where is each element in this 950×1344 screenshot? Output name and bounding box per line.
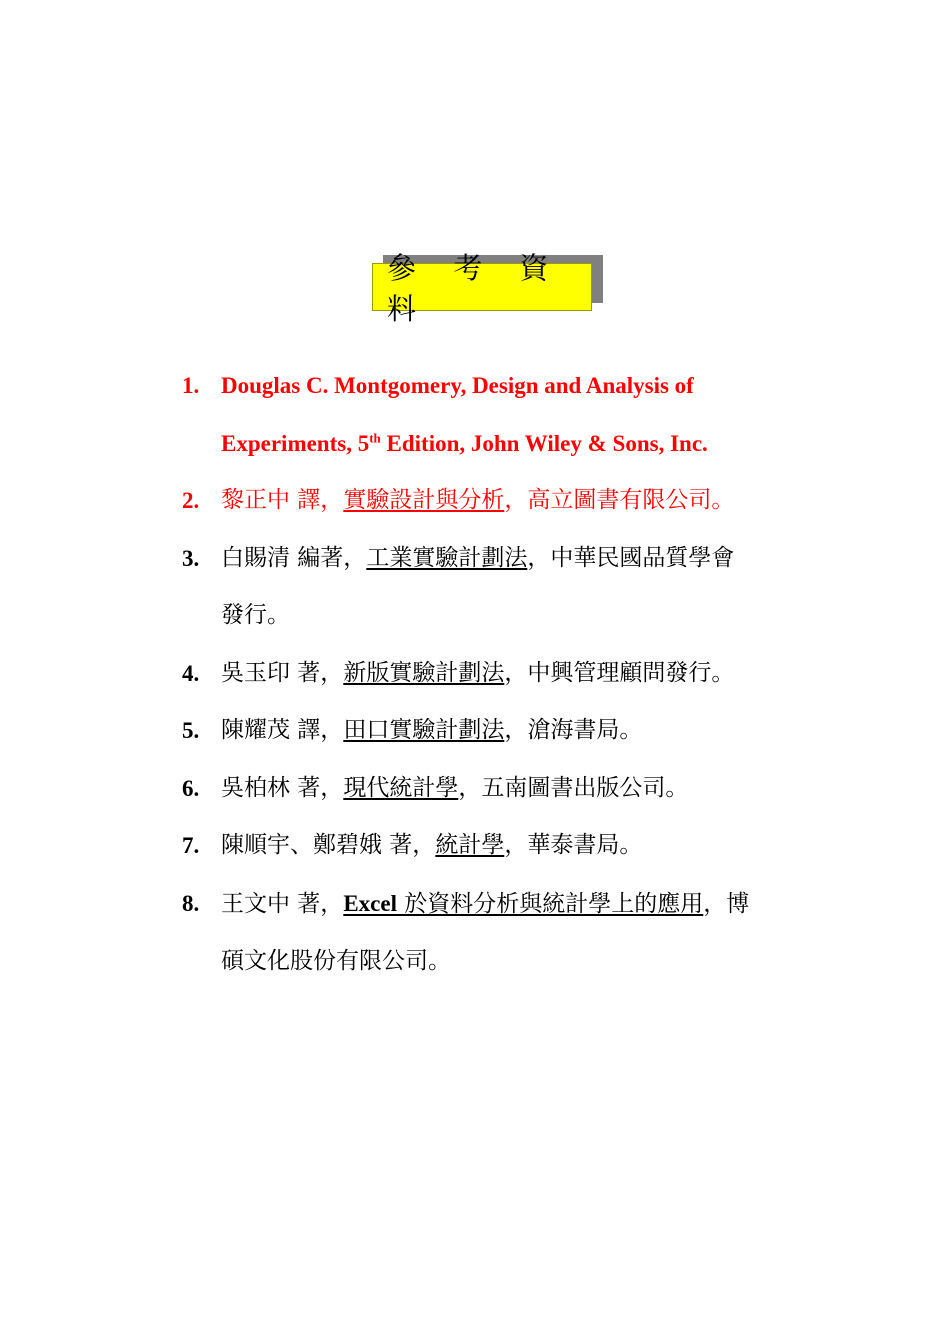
reference-author: 吳玉印 著，: [221, 659, 344, 686]
reference-book-title: 田口實驗計劃法: [343, 717, 505, 743]
reference-number: 1.: [182, 373, 200, 398]
reference-publisher: ，博: [703, 890, 750, 917]
reference-item-2: [182, 472, 807, 530]
page-title: 參 考 資 料: [372, 263, 592, 311]
reference-book-title: 現代統計學: [343, 774, 459, 801]
reference-author: 黎正中 譯，: [221, 487, 344, 513]
reference-number: 3.: [182, 545, 200, 571]
reference-publisher: ，華泰書局。: [504, 832, 643, 858]
reference-item-6: [182, 760, 807, 818]
reference-number: 2.: [182, 488, 200, 513]
reference-author: 陳順宇、鄭碧娥 著，: [221, 832, 436, 858]
reference-number: 6.: [182, 775, 200, 801]
reference-book-title: 統計學: [435, 832, 505, 858]
reference-author: 王文中 著，: [221, 890, 344, 917]
reference-book-title: 實驗設計與分析: [343, 487, 505, 513]
reference-number: 8.: [182, 890, 200, 916]
reference-number: 7.: [182, 833, 200, 858]
reference-number: 5.: [182, 718, 200, 743]
reference-1-line-2: Experiments, 5th Edition, John Wiley & Sons, Inc.: [221, 429, 708, 456]
reference-1-line-1: Douglas C. Montgomery, Design and Analysis of: [221, 373, 694, 398]
reference-publisher: ，五南圖書出版公司。: [458, 774, 689, 801]
reference-book-title: 新版實驗計劃法: [343, 659, 505, 686]
reference-book-title: 工業實驗計劃法: [366, 544, 528, 571]
reference-publisher: ，滄海書局。: [504, 717, 643, 743]
reference-publisher: ，中興管理顧問發行。: [504, 659, 735, 686]
reference-item-5: [182, 702, 807, 760]
reference-publisher-cont: 發行。: [221, 602, 290, 628]
reference-book-title: Excel 於資料分析與統計學上的應用: [343, 890, 704, 917]
reference-author: 陳耀茂 譯，: [221, 717, 344, 743]
reference-number: 4.: [182, 660, 200, 686]
reference-item-7: [182, 817, 807, 875]
reference-item-8: [182, 875, 807, 991]
title-banner: [372, 251, 604, 326]
reference-publisher-cont: 碩文化股份有限公司。: [221, 948, 451, 974]
reference-item-4: [182, 645, 807, 703]
reference-author: 白賜清 編著，: [221, 544, 367, 571]
reference-list: [182, 357, 807, 991]
reference-author: 吳柏林 著，: [221, 774, 344, 801]
reference-item-3: [182, 530, 807, 645]
reference-item-1: [182, 357, 807, 472]
reference-publisher: ，高立圖書有限公司。: [504, 487, 735, 513]
reference-publisher: ，中華民國品質學會: [527, 544, 735, 571]
